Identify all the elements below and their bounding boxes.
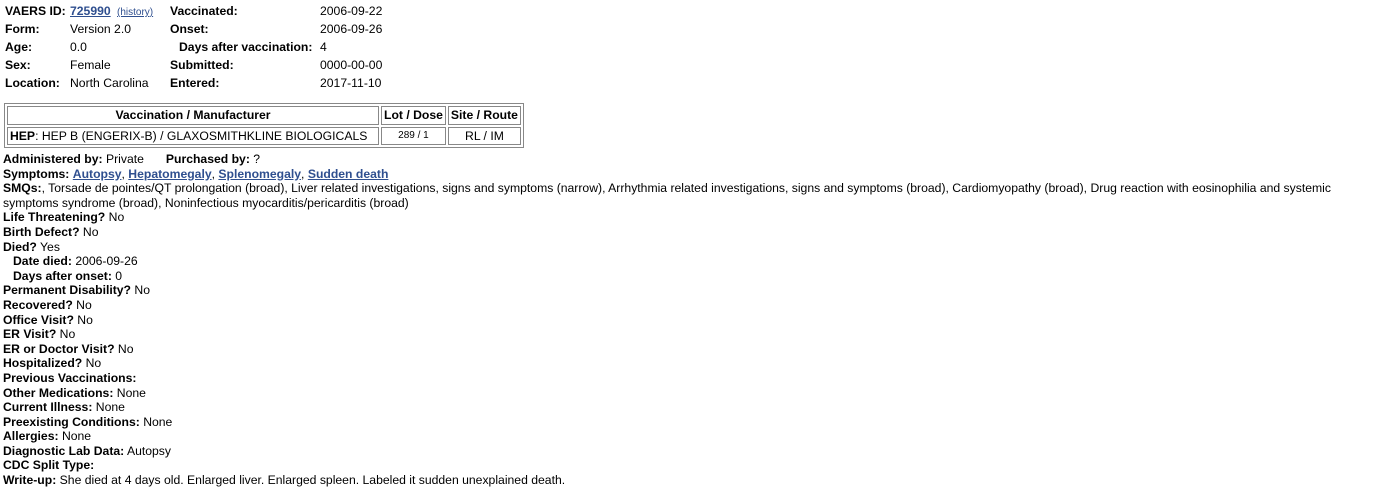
table-header-row [7,106,521,125]
diagnostic-lab-data-value: Autopsy [126,443,171,458]
column-header-lot-dose: Lot / Dose [381,106,446,125]
died-line [3,240,1387,255]
died-label: Died? [3,239,37,254]
smqs-label: SMQs: [3,181,42,196]
history-link[interactable]: (history) [117,7,154,18]
vaers-id-label: VAERS ID: [5,4,66,18]
other-medications-value: None [116,385,146,400]
office-visit-label: Office Visit? [3,312,74,327]
days-after-vaccination-label: Days after vaccination: [179,40,313,54]
recovered-label: Recovered? [3,297,73,312]
birth-defect-value: No [82,224,99,239]
days-after-onset-value: 0 [115,268,123,283]
age-label: Age: [5,40,33,54]
date-died-line [3,254,1387,269]
recovered-line [3,298,1387,313]
column-header-vaccination: Vaccination / Manufacturer [7,106,379,125]
days-after-onset-label: Days after onset: [13,268,112,283]
report-details [3,152,1387,488]
permanent-disability-line [3,283,1387,298]
vaccine-code: HEP [10,128,36,143]
life-threatening-value: No [108,210,125,225]
hospitalized-label: Hospitalized? [3,356,83,371]
diagnostic-lab-data-line [3,444,1387,459]
birth-defect-line [3,225,1387,240]
table-row [7,127,521,146]
submitted-label: Submitted: [170,58,234,72]
administered-value: Private [105,152,144,166]
symptoms-label: Symptoms: [3,166,70,181]
purchased-label: Purchased by: [165,152,250,166]
er-visit-line [3,327,1387,342]
vaccinated-value: 2006-09-22 [320,4,383,18]
onset-label: Onset: [170,22,209,36]
form-label: Form: [5,22,40,36]
permanent-disability-label: Permanent Disability? [3,283,132,298]
sex-value: Female [70,58,111,72]
cdc-split-type-line [3,458,1387,473]
lot-dose-cell: 289 / 1 [381,127,446,146]
days-after-vaccination-value: 4 [320,40,327,54]
symptom-link-autopsy[interactable]: Autopsy [72,166,122,181]
current-illness-label: Current Illness: [3,400,93,415]
preexisting-conditions-value: None [143,414,173,429]
vaccine-description: : HEP B (ENGERIX-B) / GLAXOSMITHKLINE BIOLOGICALS [35,128,368,143]
previous-vaccinations-line [3,371,1387,386]
died-value: Yes [40,239,60,254]
entered-value: 2017-11-10 [320,76,382,90]
office-visit-value: No [77,312,93,327]
sex-label: Sex: [5,58,31,72]
recovered-value: No [76,297,92,312]
allergies-label: Allergies: [3,429,59,444]
entered-label: Entered: [170,76,220,90]
days-after-onset-line [3,269,1387,284]
vaccinated-label: Vaccinated: [170,4,238,18]
smqs-value: , Torsade de pointes/QT prolongation (broad), Liver related investigations, signs and symptoms (narrow), Arrhythmia related investigations, signs and symptoms (broad), Cardiomyopathy (broad), Drug reaction with eosinophilia and systemic symptoms syndrome (broad), Noninfectious myocarditis/pericarditis (broad) [3,181,1331,210]
cdc-split-type-label: CDC Split Type: [3,458,95,473]
allergies-line [3,429,1387,444]
write-up-value: She died at 4 days old. Enlarged liver. Enlarged spleen. Labeled it sudden unexplained death. [59,473,566,488]
write-up-line [3,473,1387,488]
administered-label: Administered by: [3,152,103,166]
write-up-label: Write-up: [3,473,57,488]
symptom-link-splenomegaly[interactable]: Splenomegaly [218,166,302,181]
administered-line [3,152,1387,167]
date-died-value: 2006-09-26 [75,254,138,269]
current-illness-line [3,400,1387,415]
vaers-id-link[interactable]: 725990 [70,4,111,18]
er-visit-value: No [59,327,76,342]
symptoms-line: Symptoms: Autopsy, Hepatomegaly, Splenomegaly, Sudden death [3,166,389,181]
previous-vaccinations-label: Previous Vaccinations: [3,370,137,385]
column-header-site-route: Site / Route [448,106,521,125]
life-threatening-label: Life Threatening? [3,210,106,225]
other-medications-line [3,386,1387,401]
er-visit-label: ER Visit? [3,327,57,342]
hospitalized-value: No [85,356,102,371]
office-visit-line [3,313,1387,328]
location-value: North Carolina [70,76,149,90]
birth-defect-label: Birth Defect? [3,224,80,239]
er-doctor-visit-label: ER or Doctor Visit? [3,341,115,356]
onset-value: 2006-09-26 [320,22,383,36]
purchased-value: ? [253,152,261,166]
vaccination-table [4,103,524,148]
form-value: Version 2.0 [70,22,131,36]
er-doctor-visit-line [3,342,1387,357]
smqs-line [3,181,1387,210]
life-threatening-line [3,210,1387,225]
other-medications-label: Other Medications: [3,385,114,400]
hospitalized-line [3,356,1387,371]
vaccine-cell [7,127,379,146]
symptom-link-sudden-death[interactable]: Sudden death [307,166,389,181]
date-died-label: Date died: [13,254,72,269]
symptom-link-hepatomegaly[interactable]: Hepatomegaly [128,166,212,181]
submitted-value: 0000-00-00 [320,58,383,72]
diagnostic-lab-data-label: Diagnostic Lab Data: [3,443,125,458]
site-route-cell: RL / IM [448,127,521,146]
preexisting-conditions-line [3,415,1387,430]
location-label: Location: [5,76,60,90]
preexisting-conditions-label: Preexisting Conditions: [3,414,140,429]
allergies-value: None [61,429,92,444]
permanent-disability-value: No [134,283,150,298]
age-value: 0.0 [70,40,87,54]
er-doctor-visit-value: No [117,341,134,356]
current-illness-value: None [95,400,125,415]
